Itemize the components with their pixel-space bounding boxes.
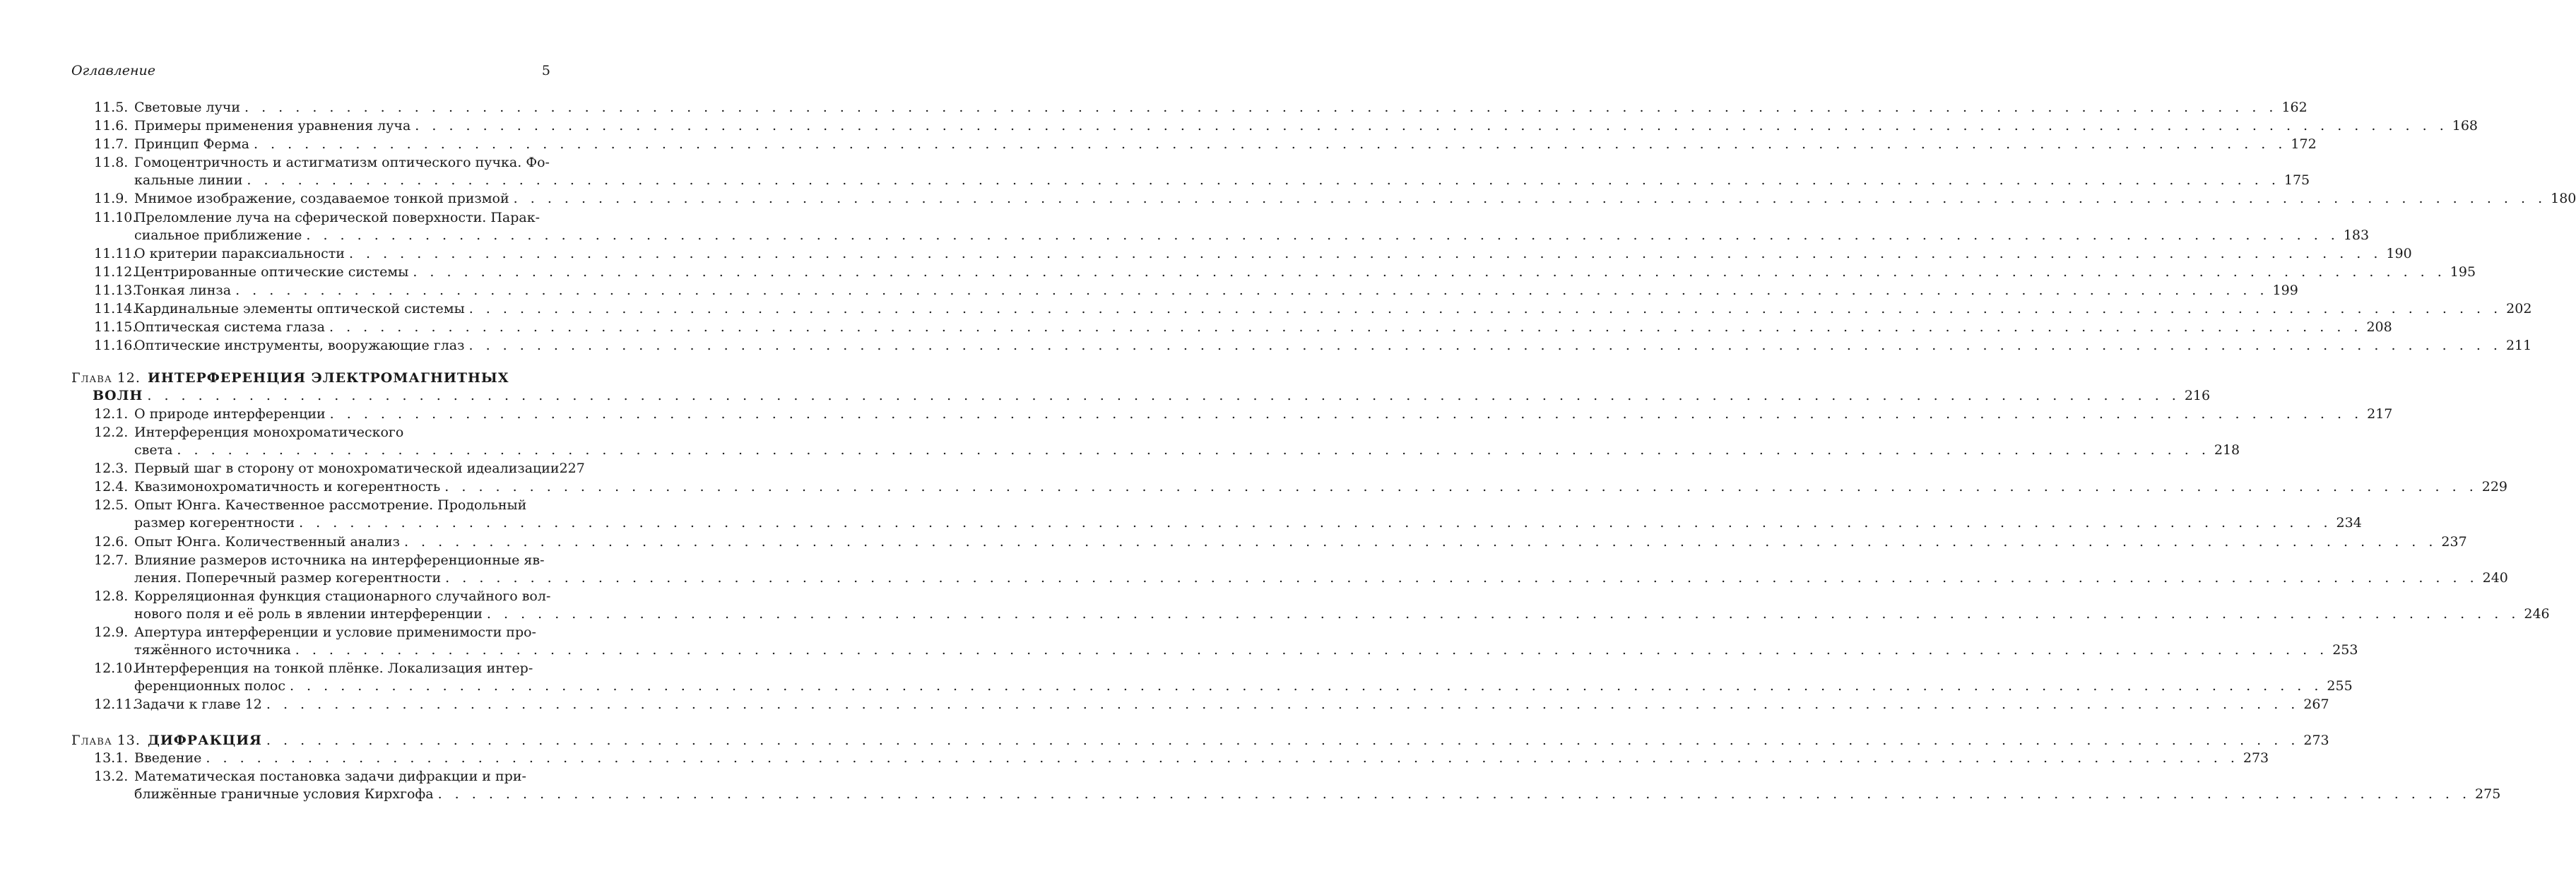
toc-entry-number: 13.1. [94,750,129,766]
toc-entry-page: 229 [2481,479,2507,495]
toc-entry-title: кальные линии [134,172,243,189]
toc-entry-title: Квазимонохроматичность и когерентность [134,479,441,495]
toc-entry-number: 12.10. [94,660,137,676]
dot-leader: . . . . . . . . . . . . . . . . . . . . . . . . . . . . . . . . . . . . . . . . . . . . . . . . . . . . . . . . . . . . . . . . . . . . . . . . . . . . . . . . . . . . . . . . . . . . . . . . . . . . . . . . . . . . . . . . . . . . . . . . [415,118,2448,134]
toc-entry-number: 12.7. [94,552,129,568]
toc-entry-title: тяжённого источника [134,641,291,658]
dot-leader: . . . . . . . . . . . . . . . . . . . . . . . . . . . . . . . . . . . . . . . . . . . . . . . . . . . . . . . . . . . . . . . . . . . . . . . . . . . . . . . . . . . . . . . . . . . . . . . . . . . . . . . . . . . . . . . . . . . . . . . . [413,264,2446,280]
toc-entry-number: 12.4. [94,479,129,495]
toc-entry[interactable] [94,154,2310,189]
toc-entry-page: 275 [2475,786,2501,803]
toc-entry-number: 11.12. [94,264,137,280]
chapter-page: 273 [2303,733,2329,748]
dot-leader: . . . . . . . . . . . . . . . . . . . . . . . . . . . . . . . . . . . . . . . . . . . . . . . . . . . . . . . . . . . . . . . . . . . . . . . . . . . . . . . . . . . . . . . . . . . . . . . . . . . . . . . . . . . . . . . . . . . . . . . . [299,515,2332,531]
toc-entry-title: ближённые граничные условия Кирхгофа [134,786,434,803]
dot-leader: . . . . . . . . . . . . . . . . . . . . . . . . . . . . . . . . . . . . . . . . . . . . . . . . . . . . . . . . . . . . . . . . . . . . . . . . . . . . . . . . . . . . . . . . . . . . . . . . . . . . . . . . . . . . . . . . . . . . . . . . [177,442,2210,458]
running-title: Оглавление [71,63,156,78]
toc-entry[interactable] [94,424,2240,459]
dot-leader: . . . . . . . . . . . . . . . . . . . . . . . . . . . . . . . . . . . . . . . . . . . . . . . . . . . . . . . . . . . . . . . . . . . . . . . . . . . . . . . . . . . . . . . . . . . . . . . . . . . . . . . . . . . . . . . . . . . . . . . . [329,319,2363,335]
dot-leader: . . . . . . . . . . . . . . . . . . . . . . . . . . . . . . . . . . . . . . . . . . . . . . . . . . . . . . . . . . . . . . . . . . . . . . . . . . . . . . . . . . . . . . . . . . . . . . . . . . . . . . . . . . . . . . . . . . . . . . . . [235,282,2269,298]
toc-entry-title: Преломление луча на сферической поверхности. Парак- [134,209,540,225]
toc-entry[interactable] [94,750,2269,767]
toc-entry-title: Оптические инструменты, вооружающие глаз [134,338,465,354]
toc-entry[interactable] [94,624,2358,659]
dot-leader: . . . . . . . . . . . . . . . . . . . . . . . . . . . . . . . . . . . . . . . . . . . . . . . . . . . . . . . . . . . . . . . . . . . . . . . . . . . . . . . . . . . . . . . . . . . . . . . . . . . . . . . . . . . . . . . . . . . . . . . . [206,750,2239,766]
toc-entry-title: Опыт Юнга. Количественный анализ [134,533,400,550]
toc-entry-title: Оптическая система глаза [134,319,325,335]
dot-leader: . . . . . . . . . . . . . . . . . . . . . . . . . . . . . . . . . . . . . . . . . . . . . . . . . . . . . . . . . . . . . . . . . . . . . . . . . . . . . . . . . . . . . . . . . . . . . . . . . . . . . . . . . . . . . . . . . . . . . . . . [306,227,2339,243]
toc-entry-number: 11.9. [94,191,129,207]
toc-entry-number: 11.5. [94,100,129,115]
toc-entry-number: 12.5. [94,497,129,514]
toc-entry-number: 12.1. [94,406,129,422]
toc-entry[interactable] [94,660,2353,695]
dot-leader: . . . . . . . . . . . . . . . . . . . . . . . . . . . . . . . . . . . . . . . . . . . . . . . . . . . . . . . . . . . . . . . . . . . . . . . . . . . . . . . . . . . . . . . . . . . . . . . . . . . . . . . . . . . . . . . . . . . . . . . . [289,677,2323,694]
toc-entry[interactable] [94,209,2370,244]
toc-entry[interactable] [94,533,2467,551]
dot-leader: . . . . . . . . . . . . . . . . . . . . . . . . . . . . . . . . . . . . . . . . . . . . . . . . . . . . . . . . . . . . . . . . . . . . . . . . . . . . . . . . . . . . . . . . . . . . . . . . . . . . . . . . . . . . . . . . . . . . . . . . [147,388,2180,403]
toc-entry-title: Корреляционная функция стационарного случайного вол- [134,588,551,604]
toc-entry[interactable] [94,300,2532,318]
dot-leader: . . . . . . . . . . . . . . . . . . . . . . . . . . . . . . . . . . . . . . . . . . . . . . . . . . . . . . . . . . . . . . . . . . . . . . . . . . . . . . . . . . . . . . . . . . . . . . . . . . . . . . . . . . . . . . . . . . . . . . . . [253,136,2287,153]
toc-entry-page: 237 [2441,533,2467,550]
toc-entry-title: Влияние размеров источника на интерференционные яв- [134,552,545,568]
page-header [71,63,550,78]
toc-entry-number: 13.2. [94,769,129,785]
dot-leader: . . . . . . . . . . . . . . . . . . . . . . . . . . . . . . . . . . . . . . . . . . . . . . . . . . . . . . . . . . . . . . . . . . . . . . . . . . . . . . . . . . . . . . . . . . . . . . . . . . . . . . . . . . . . . . . . . . . . . . . . [468,338,2502,354]
toc-entry-number: 11.13. [94,282,137,298]
toc-entry-title: Интерференция на тонкой плёнке. Локализация интер- [134,660,533,676]
chapter-title: ДИФРАКЦИЯ [147,733,262,748]
toc-entry-title: Интерференция монохроматического [134,425,404,441]
toc-entry[interactable] [94,696,2329,714]
toc-entry[interactable] [94,136,2317,153]
toc-entry[interactable] [94,264,2476,281]
toc-entry-page: 273 [2243,750,2269,766]
dot-leader: . . . . . . . . . . . . . . . . . . . . . . . . . . . . . . . . . . . . . . . . . . . . . . . . . . . . . . . . . . . . . . . . . . . . . . . . . . . . . . . . . . . . . . . . . . . . . . . . . . . . . . . . . . . . . . . . . . . . . . . . [513,191,2547,207]
toc-entry-title: Мнимое изображение, создаваемое тонкой призмой [134,191,509,207]
toc-entry-number: 11.7. [94,136,129,153]
toc-entry-page: 199 [2272,282,2298,298]
toc-entry-title: Математическая постановка задачи дифракции и при- [134,769,526,785]
toc-entry-number: 12.8. [94,588,129,604]
toc-entry[interactable] [94,245,2412,263]
toc-entry-title: Первый шаг в сторону от монохроматической идеализации [134,461,560,477]
toc-entry[interactable] [94,768,2501,803]
chapter-label: Глава 13. [71,733,141,748]
toc-entry-title: Гомоцентричность и астигматизм оптического пучка. Фо- [134,155,550,171]
toc-entry-number: 11.15. [94,319,137,335]
toc-entry-title: Принцип Ферма [134,136,249,153]
dot-leader: . . . . . . . . . . . . . . . . . . . . . . . . . . . . . . . . . . . . . . . . . . . . . . . . . . . . . . . . . . . . . . . . . . . . . . . . . . . . . . . . . . . . . . . . . . . . . . . . . . . . . . . . . . . . . . . . . . . . . . . . [247,172,2280,189]
toc-entry-number: 12.2. [94,425,129,441]
toc-entry-page: 234 [2336,515,2362,531]
toc-entry-page: 253 [2332,641,2358,658]
toc-entry-title: Апертура интерференции и условие применимости про- [134,624,536,640]
dot-leader: . . . . . . . . . . . . . . . . . . . . . . . . . . . . . . . . . . . . . . . . . . . . . . . . . . . . . . . . . . . . . . . . . . . . . . . . . . . . . . . . . . . . . . . . . . . . . . . . . . . . . . . . . . . . . . . . . . . . . . . . [437,786,2471,803]
toc-entry-title: сиальное приближение [134,227,302,243]
dot-leader: . . . . . . . . . . . . . . . . . . . . . . . . . . . . . . . . . . . . . . . . . . . . . . . . . . . . . . . . . . . . . . . . . . . . . . . . . . . . . . . . . . . . . . . . . . . . . . . . . . . . . . . . . . . . . . . . . . . . . . . . [348,245,2382,261]
toc-entry-title: О природе интерференции [134,406,326,422]
toc-entry-page: 267 [2303,697,2329,712]
toc-entry[interactable] [94,99,2308,117]
toc-entry-page: 168 [2452,118,2478,134]
chapter-title: ИНТЕРФЕРЕНЦИЯ ЭЛЕКТРОМАГНИТНЫХ [147,370,509,386]
toc-entry-title: ления. Поперечный размер когерентности [134,569,442,586]
chapter-label: Глава 12. [71,370,141,386]
toc-entry-page: 211 [2505,338,2532,354]
toc-entry-page: 175 [2283,172,2310,189]
toc-entry-page: 246 [2524,605,2550,622]
toc-entry-page: 240 [2482,569,2508,586]
toc-entry-number: 11.14. [94,300,137,316]
toc-entry-number: 11.10. [94,209,137,225]
toc-entry-title: Тонкая линза [134,282,232,298]
toc-entry-number: 11.16. [94,338,137,354]
toc-entry-number: 12.3. [94,461,129,477]
toc-entry[interactable] [94,117,2478,135]
toc-entry-page: 190 [2386,245,2412,261]
dot-leader: . . . . . . . . . . . . . . . . . . . . . . . . . . . . . . . . . . . . . . . . . . . . . . . . . . . . . . . . . . . . . . . . . . . . . . . . . . . . . . . . . . . . . . . . . . . . . . . . . . . . . . . . . . . . . . . . . . . . . . . . [266,697,2300,712]
chapter-13-heading[interactable] [71,732,2329,750]
dot-leader: . . . . . . . . . . . . . . . . . . . . . . . . . . . . . . . . . . . . . . . . . . . . . . . . . . . . . . . . . . . . . . . . . . . . . . . . . . . . . . . . . . . . . . . . . . . . . . . . . . . . . . . . . . . . . . . . . . . . . . . . [445,569,2478,586]
chapter-page: 216 [2184,388,2211,403]
toc-entry-number: 11.8. [94,155,129,171]
toc-entry-title: света [134,442,173,458]
toc-entry-page: 208 [2366,319,2392,335]
toc-entry-number: 12.6. [94,533,129,550]
page-number: 5 [541,63,550,78]
toc-entry-title: нового поля и её роль в явлении интерференции [134,605,483,622]
toc-entry[interactable] [94,588,2550,623]
toc-entry-number: 11.11. [94,245,137,261]
dot-leader: . . . . . . . . . . . . . . . . . . . . . . . . . . . . . . . . . . . . . . . . . . . . . . . . . . . . . . . . . . . . . . . . . . . . . . . . . . . . . . . . . . . . . . . . . . . . . . . . . . . . . . . . . . . . . . . . . . . . . . . . [329,406,2363,422]
dot-leader: . . . . . . . . . . . . . . . . . . . . . . . . . . . . . . . . . . . . . . . . . . . . . . . . . . . . . . . . . . . . . . . . . . . . . . . . . . . . . . . . . . . . . . . . . . . . . . . . . . . . . . . . . . . . . . . . . . . . . . . . [244,100,2278,115]
toc-entry-page: 162 [2281,100,2308,115]
toc-entry[interactable] [94,478,2507,496]
dot-leader: . . . . . . . . . . . . . . . . . . . . . . . . . . . . . . . . . . . . . . . . . . . . . . . . . . . . . . . . . . . . . . . . . . . . . . . . . . . . . . . . . . . . . . . . . . . . . . . . . . . . . . . . . . . . . . . . . . . . . . . . [486,605,2520,622]
toc-entry-page: 218 [2214,442,2240,458]
toc-entry-page: 180 [2551,191,2576,207]
dot-leader: . . . . . . . . . . . . . . . . . . . . . . . . . . . . . . . . . . . . . . . . . . . . . . . . . . . . . . . . . . . . . . . . . . . . . . . . . . . . . . . . . . . . . . . . . . . . . . . . . . . . . . . . . . . . . . . . . . . . . . . . [266,733,2300,748]
dot-leader: . . . . . . . . . . . . . . . . . . . . . . . . . . . . . . . . . . . . . . . . . . . . . . . . . . . . . . . . . . . . . . . . . . . . . . . . . . . . . . . . . . . . . . . . . . . . . . . . . . . . . . . . . . . . . . . . . . . . . . . . [468,300,2503,316]
dot-leader: . . . . . . . . . . . . . . . . . . . . . . . . . . . . . . . . . . . . . . . . . . . . . . . . . . . . . . . . . . . . . . . . . . . . . . . . . . . . . . . . . . . . . . . . . . . . . . . . . . . . . . . . . . . . . . . . . . . . . . . . [403,533,2438,550]
toc-entry[interactable] [94,282,2298,300]
toc-entry-title: Кардинальные элементы оптической системы [134,300,465,316]
toc-entry-page: 255 [2327,677,2353,694]
toc-entry-number: 11.6. [94,118,129,134]
toc-entry-title: Примеры применения уравнения луча [134,118,411,134]
toc-entry-page: 217 [2367,406,2393,422]
toc-entry-title: Центрированные оптические системы [134,264,409,280]
dot-leader: . . . . . . . . . . . . . . . . . . . . . . . . . . . . . . . . . . . . . . . . . . . . . . . . . . . . . . . . . . . . . . . . . . . . . . . . . . . . . . . . . . . . . . . . . . . . . . . . . . . . . . . . . . . . . . . . . . . . . . . . [295,641,2329,658]
toc-entry[interactable] [94,460,585,478]
toc-entry[interactable] [94,552,2508,587]
toc-entry-title: Световые лучи [134,100,241,115]
toc-entry-title: ференционных полос [134,677,285,694]
dot-leader: . . . . . . . . . . . . . . . . . . . . . . . . . . . . . . . . . . . . . . . . . . . . . . . . . . . . . . . . . . . . . . . . . . . . . . . . . . . . . . . . . . . . . . . . . . . . . . . . . . . . . . . . . . . . . . . . . . . . . . . . [444,479,2478,495]
toc-entry-page: 202 [2506,300,2532,316]
toc-entry-number: 12.9. [94,624,129,640]
toc-entry-title: О критерии параксиальности [134,245,345,261]
toc-entry[interactable] [94,497,2362,532]
toc-entry-page: 195 [2450,264,2476,280]
toc-entry-title: Введение [134,750,202,766]
toc-entry-page: 172 [2291,136,2317,153]
toc-entry-title: размер когерентности [134,515,295,531]
toc-entry-title: Задачи к главе 12 [134,697,262,712]
toc-entry[interactable] [94,406,2393,423]
toc-entry-title: Опыт Юнга. Качественное рассмотрение. Продольный [134,497,527,514]
toc-entry[interactable] [94,319,2392,336]
toc-entry[interactable] [94,190,2576,208]
toc-entry-number: 12.11. [94,697,137,712]
chapter-title-continued: ВОЛН [93,388,143,403]
toc-entry-page: 227 [559,461,585,477]
toc-entry[interactable] [94,337,2532,355]
toc-entry-page: 183 [2343,227,2370,243]
chapter-12-heading[interactable] [71,369,2211,405]
